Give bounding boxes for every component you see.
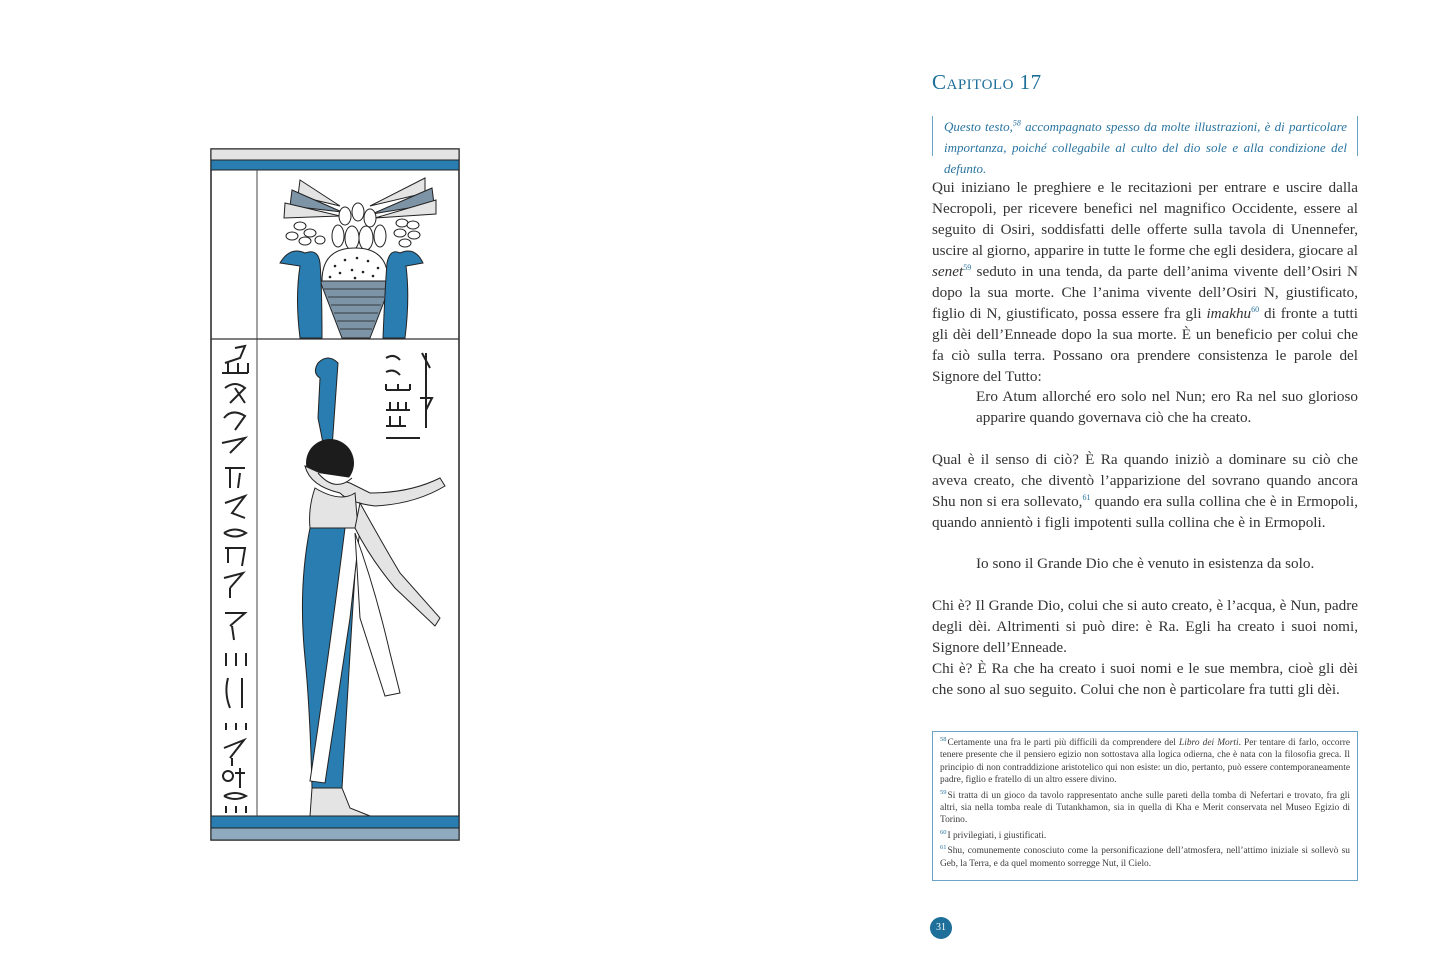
intro-text-end: accompagnato spesso da molte illustrazioni, è di particolare importanza, poiché collegabile al culto del dio sole e alla condizione del defunto. (944, 119, 1347, 176)
footnote-number: 60 (940, 828, 947, 836)
footnote-ref-60[interactable]: 60 (1251, 304, 1260, 314)
para-2-text-b: quando era sulla collina che è in Ermopoli, quando annientò i figli impotenti sulla collina che è in Ermopoli. (932, 493, 1359, 531)
vignette-drawing (210, 148, 460, 841)
footnote-number: 58 (940, 735, 947, 743)
footnote-59 (940, 790, 1350, 827)
footnote-text: I privilegiati, i giustificati. (947, 830, 1047, 841)
term-imakhu: imakhu (1206, 305, 1252, 322)
para-3-line-1: Chi è? Il Grande Dio, colui che si auto creato, è l’acqua, è Nun, padre degli dèi. Altrimenti si può dire: è Ra. Egli ha creato i suoi nomi, Signore dell’Enneade. (932, 597, 1358, 656)
chapter-title: Capitolo 17 (932, 70, 1042, 94)
footnote-ref-61[interactable]: 61 (1082, 492, 1091, 502)
footnote-number: 59 (940, 788, 947, 796)
block-quote-1: Ero Atum allorché ero solo nel Nun; ero Ra nel suo glorioso apparire quando governava ciò che ha creato. (976, 388, 1358, 426)
footnote-ref-59[interactable]: 59 (963, 262, 972, 272)
body-paragraph-2 (932, 449, 1358, 533)
term-senet: senet (932, 263, 964, 280)
footnotes-box (932, 731, 1358, 881)
page-number-badge: 31 (930, 917, 952, 939)
body-paragraph-3 (932, 595, 1358, 700)
footnote-text: Si tratta di un gioco da tavolo rappresentato anche sulle pareti della tomba di Nefertari e trovato, fra gli altri, sia nella tomba reale di Tutankhamon, sia in quella di Kha e Merit conservata nel Museo Egizio di Torino. (940, 790, 1350, 826)
para-1-text-c: di fronte a tutti gli dèi dell’Enneade dopo la sua morte. È un beneficio per colui che fa ciò sulla terra. Possano ora prendere consistenza le parole del Signore del Tutto: (932, 305, 1358, 385)
intro-text-start: Questo testo, (944, 119, 1013, 134)
block-quote-2: Io sono il Grande Dio che è venuto in esistenza da solo. (976, 555, 1315, 572)
footnote-text: Shu, comunemente conosciuto come la personificazione dell’atmosfera, nell’attimo iniziale si sollevò su Geb, la Terra, e da quel momento sorregge Nut, il Cielo. (940, 846, 1350, 869)
para-3-line-2: Chi è? È Ra che ha creato i suoi nomi e le sue membra, cioè gli dèi che sono al suo seguito. Colui che non è particolare fra tutti gli dèi. (932, 660, 1358, 698)
footnote-number: 61 (940, 844, 947, 852)
footnote-61 (940, 845, 1350, 870)
para-1-text-a: Qui iniziano le preghiere e le recitazioni per entrare e uscire dalla Necropoli, per ricevere benefici nel magnifico Occidente, essere al seguito di Osiri, soddisfatti delle offerte sulla tavola di Unennefer, uscire al giorno, apparire in tutte le forme che egli desidera, giocare al (932, 179, 1358, 259)
para-2-text-a: Qual è il senso di ciò? È Ra quando iniziò a dominare su ciò che aveva creato, che diventò l’apparizione del sovrano quando ancora Shu non si era sollevato, (932, 451, 1358, 510)
footnote-60 (940, 830, 1350, 842)
egyptian-vignette-illustration (210, 148, 460, 841)
para-1-text-b: seduto in una tenda, da parte dell’anima vivente dell’Osiri N dopo la sua morte. Che l’anima vivente dell’Osiri N, giustificato, figlio di N, giustificato, possa essere fra gli (932, 263, 1358, 322)
footnote-text: . Per tentare di farlo, occorre tenere presente che il pensiero egizio non sottostava alla logica odierna, che è nata con la filosofia greca. Il principio di non contraddizione aristotelico qui non esiste: un dio, pertanto, può essere contemporaneamente padre, figlio e fratello di un altro essere divino. (940, 738, 1350, 786)
intro-callout (932, 116, 1358, 176)
body-paragraph-1 (932, 177, 1358, 387)
footnote-ref-58[interactable]: 58 (1012, 118, 1021, 128)
footnote-text: Certamente una fra le parti più difficili da comprendere del (947, 738, 1180, 748)
footnote-58 (940, 737, 1350, 787)
book-title-italic: Libro dei Morti (1179, 738, 1239, 748)
intro-text (944, 116, 1347, 179)
